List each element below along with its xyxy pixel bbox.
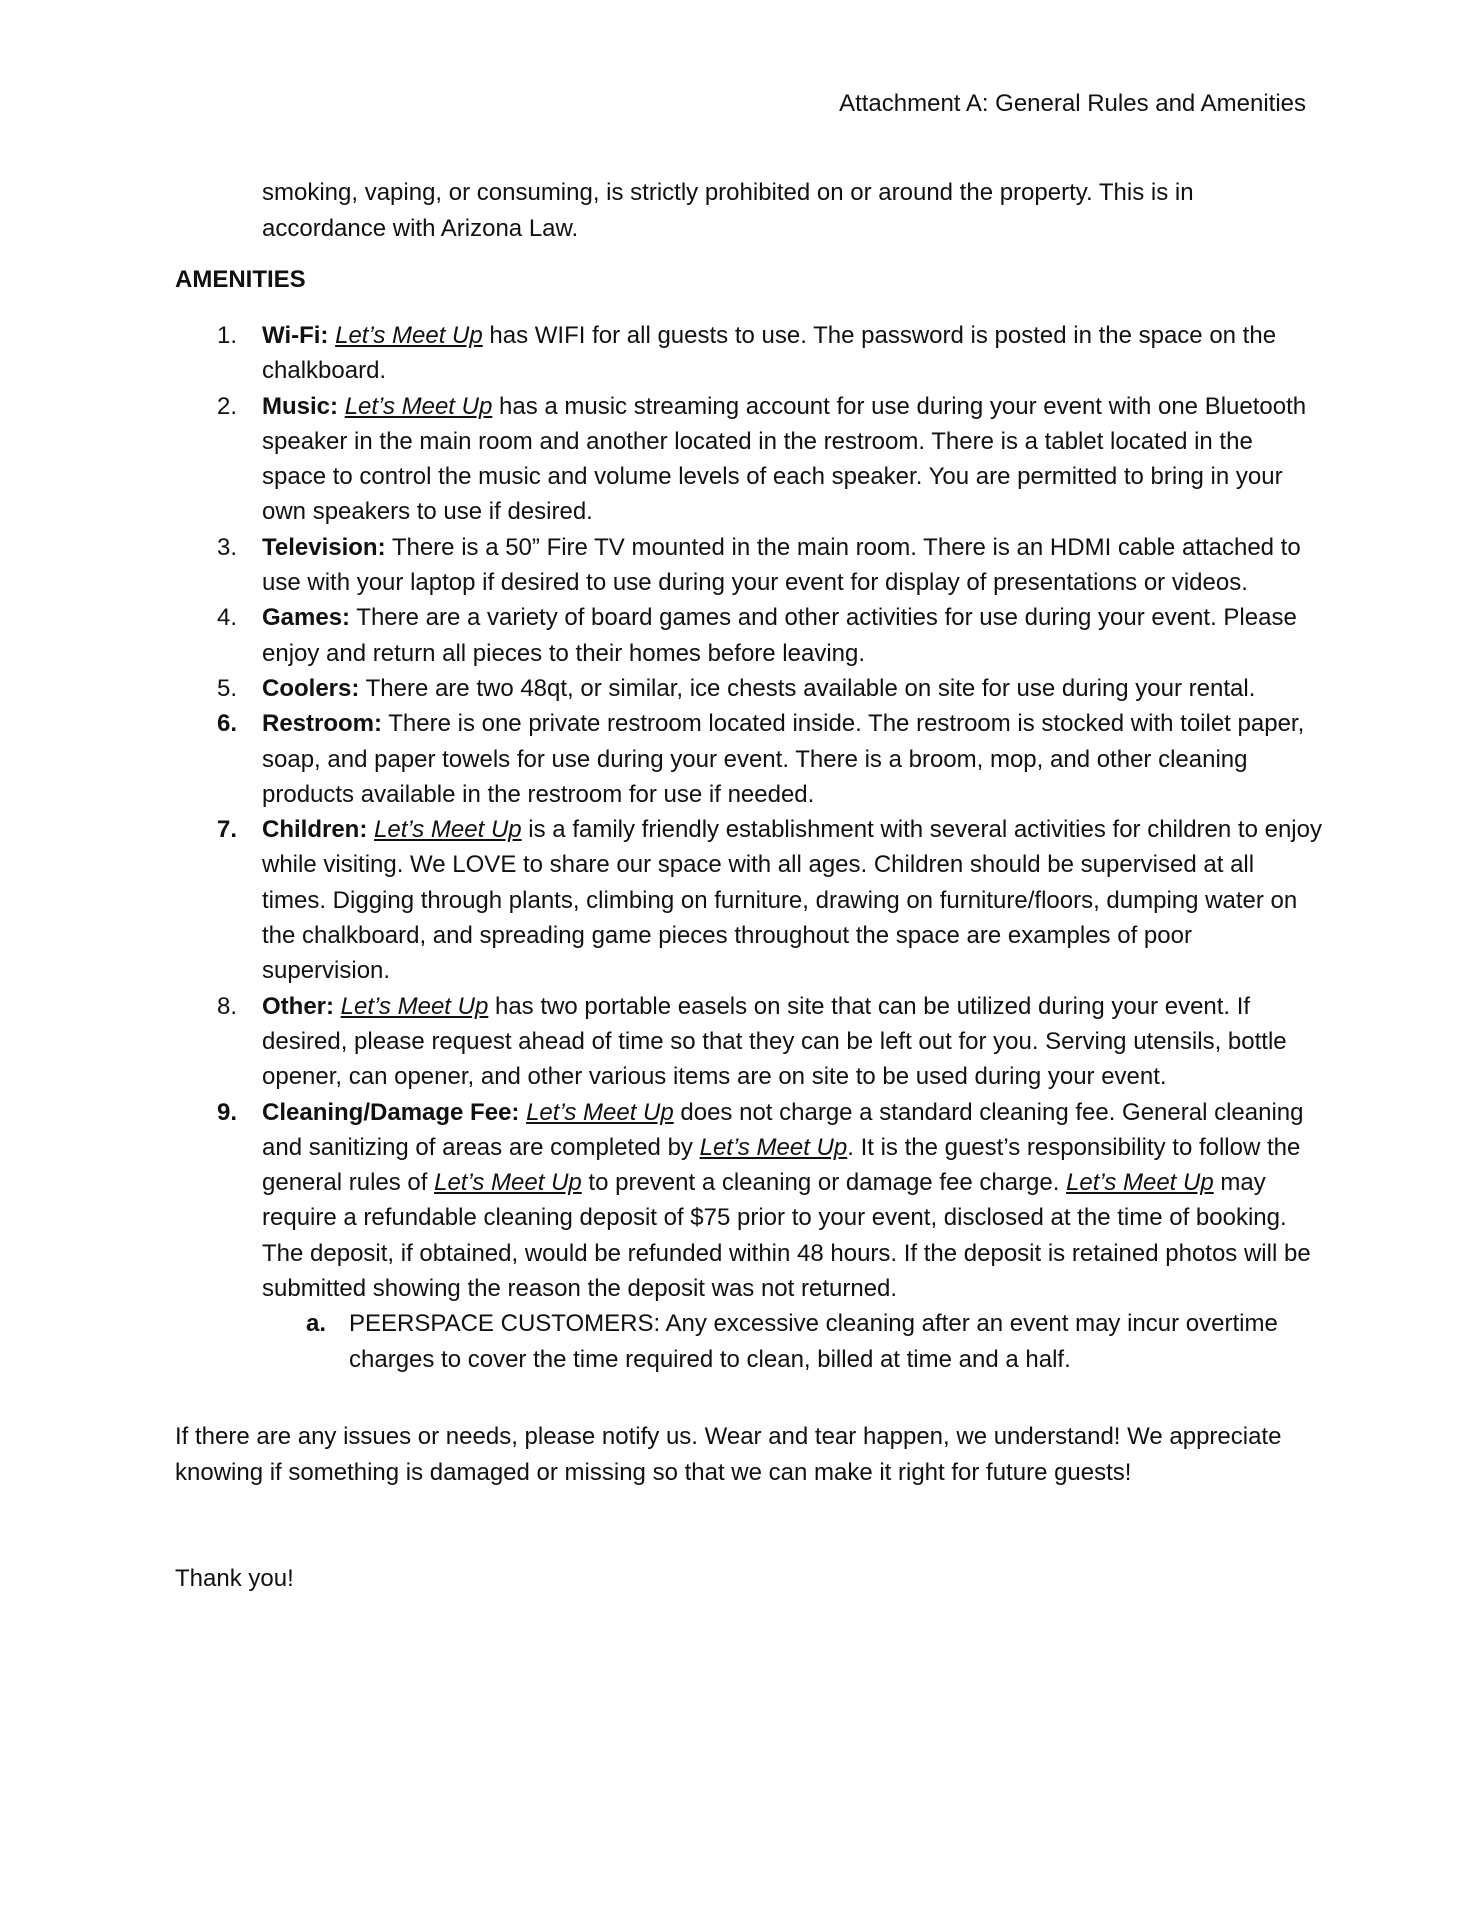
item-label: Games: bbox=[262, 604, 351, 632]
item-text: There are a variety of board games and other activities for use during your event. Please enjoy and return all pieces to their homes before leaving. bbox=[262, 604, 1297, 667]
item-label: Cleaning/Damage Fee: bbox=[262, 1098, 520, 1126]
item-text: is a family friendly establishment with several activities for children to enjoy while visiting. We LOVE to share our space with all ages. Children should be supervised at all times. Digging through plants, climbing on furniture, drawing on furniture/floors, dumping water on the chalkboard, and spreading game pieces throughout the space are examples of poor supervision. bbox=[262, 816, 1322, 985]
item-number: 2. bbox=[217, 392, 238, 420]
item-number: 6. bbox=[217, 710, 238, 738]
closing-paragraph: If there are any issues or needs, please notify us. Wear and tear happen, we understand! We appreciate knowing if something is damaged or missing so that we can make it right for future guests! bbox=[175, 1423, 1282, 1486]
item-number: 5. bbox=[217, 674, 238, 702]
item-label: Wi-Fi: bbox=[262, 322, 329, 349]
item-number: 7. bbox=[217, 816, 238, 844]
item-text: There are two 48qt, or similar, ice chests available on site for use during your rental. bbox=[359, 674, 1256, 702]
business-name: Let’s Meet Up bbox=[335, 322, 483, 349]
item-text: does not charge a standard cleaning fee. General cleaning and sanitizing of areas are completed by bbox=[262, 1098, 1304, 1161]
item-text: There is one private restroom located inside. The restroom is stocked with toilet paper, soap, and paper towels for use during your event. There is a broom, mop, and other cleaning products available in the restroom for use if needed. bbox=[262, 710, 1305, 808]
amenities-list bbox=[0, 318, 1484, 1377]
amenities-heading: AMENITIES bbox=[175, 266, 306, 293]
business-name: Let’s Meet Up bbox=[434, 1169, 582, 1197]
sub-item-text: PEERSPACE CUSTOMERS: Any excessive cleaning after an event may incur overtime charges to cover the time required to clean, billed at time and a half. bbox=[349, 1310, 1278, 1373]
item-label: Restroom: bbox=[262, 710, 383, 738]
amenity-wifi bbox=[0, 318, 1322, 389]
amenity-sub-item-peerspace bbox=[0, 1306, 1322, 1377]
item-label: Music: bbox=[262, 392, 339, 420]
item-number: 3. bbox=[217, 533, 238, 561]
business-name: Let’s Meet Up bbox=[340, 992, 489, 1020]
amenity-games bbox=[0, 600, 1322, 671]
item-text: . It is the guest’s responsibility to follow the general rules of bbox=[262, 1133, 1301, 1197]
item-label: Television: bbox=[262, 533, 386, 561]
item-number: 9. bbox=[217, 1098, 238, 1126]
business-name: Let’s Meet Up bbox=[344, 392, 493, 420]
item-text: has two portable easels on site that can be utilized during your event. If desired, please request ahead of time so that they can be left out for you. Serving utensils, bottle opener, can opener, and other various items are on site to be used during your event. bbox=[262, 992, 1287, 1091]
item-label: Other: bbox=[262, 992, 334, 1020]
business-name: Let’s Meet Up bbox=[374, 816, 522, 844]
amenity-other bbox=[0, 989, 1322, 1095]
sub-item-letter: a. bbox=[306, 1310, 327, 1338]
item-number: 4. bbox=[217, 604, 238, 632]
business-name: Let’s Meet Up bbox=[526, 1098, 674, 1126]
amenity-music bbox=[0, 389, 1322, 530]
item-text: has a music streaming account for use during your event with one Bluetooth speaker in the main room and another located in the restroom. There is a tablet located in the space to control the music and volume levels of each speaker. You are permitted to bring in your own speakers to use if desired. bbox=[262, 392, 1307, 526]
amenity-restroom bbox=[0, 706, 1322, 812]
amenity-coolers bbox=[0, 671, 1322, 706]
amenity-children bbox=[0, 812, 1322, 988]
thank-you-note: Thank you! bbox=[175, 1565, 294, 1592]
item-label: Coolers: bbox=[262, 674, 360, 702]
item-text: There is a 50” Fire TV mounted in the main room. There is an HDMI cable attached to use with your laptop if desired to use during your event for display of presentations or videos. bbox=[262, 533, 1301, 597]
page-header: Attachment A: General Rules and Amenities bbox=[839, 90, 1306, 117]
amenity-cleaning-fee bbox=[0, 1095, 1322, 1307]
amenity-television bbox=[0, 530, 1322, 601]
business-name: Let’s Meet Up bbox=[699, 1133, 848, 1161]
item-text: to prevent a cleaning or damage fee charge. bbox=[581, 1169, 1067, 1197]
item-number: 8. bbox=[217, 992, 238, 1020]
item-number: 1. bbox=[217, 322, 238, 349]
business-name: Let’s Meet Up bbox=[1066, 1169, 1214, 1197]
item-text: may require a refundable cleaning deposit of $75 prior to your event, disclosed at the time of booking. The deposit, if obtained, would be refunded within 48 hours. If the deposit is retained photos will be submitted showing the reason the deposit was not returned. bbox=[262, 1169, 1311, 1303]
continuation-paragraph: smoking, vaping, or consuming, is strictly prohibited on or around the property. This is in accordance with Arizona Law. bbox=[262, 179, 1194, 242]
item-text: has WIFI for all guests to use. The password is posted in the space on the chalkboard. bbox=[262, 322, 1277, 385]
item-label: Children: bbox=[262, 816, 368, 844]
